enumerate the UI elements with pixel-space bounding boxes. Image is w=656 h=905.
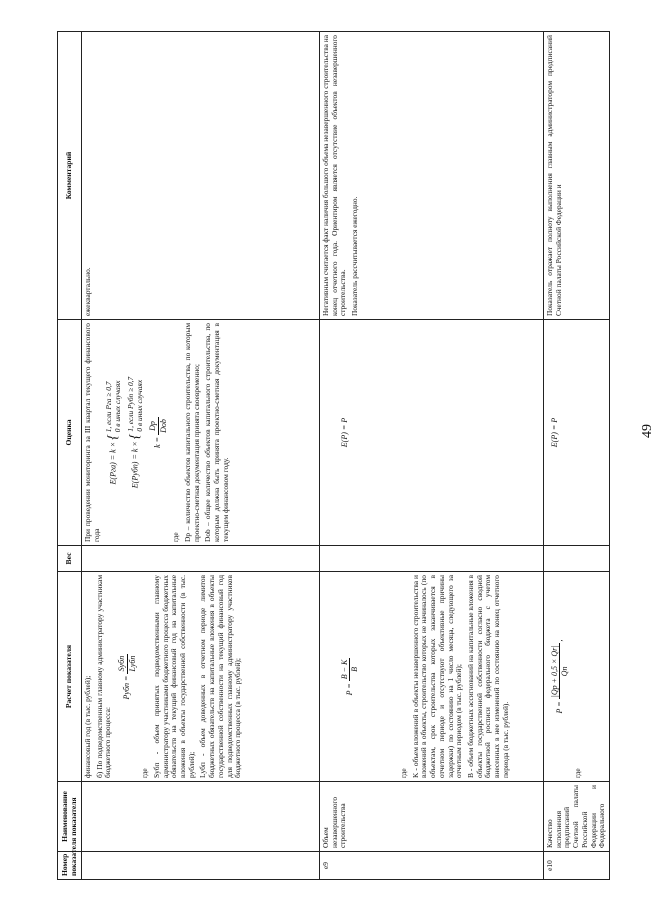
formula-lhs: P =: [554, 701, 564, 714]
formula-fraction: [148, 417, 168, 435]
cell-num: е9: [320, 852, 544, 880]
formula-lhs: k =: [153, 436, 163, 448]
eval-formula-1: [105, 323, 122, 542]
header-weight: Вес: [58, 546, 82, 572]
fraction-denominator: Lубп: [127, 655, 137, 672]
cell-comment: [82, 32, 320, 320]
brace-symbol: {: [105, 434, 121, 440]
fraction-numerator: B − K: [340, 659, 349, 680]
eval-formula: E(P) = P: [550, 417, 559, 448]
calc-where: где: [140, 768, 150, 778]
formula-cases: [127, 377, 144, 432]
calc-b-definition: B - объем бюджетных ассигнований на капитальные вложения в объекты государственной собственности согласно сводной бюджетной росписи федерального бюджета с учетом внесенных в нее изменений по состоянию на конец отчетного периода (в тыс. рублей).: [466, 575, 510, 778]
table-row-continuation: [82, 32, 320, 880]
calc-formula: [550, 575, 570, 778]
calc-line: финансовый год (в тыс. рублей);: [83, 675, 92, 778]
eval-k-formula: [148, 323, 168, 542]
calc-l-definition: Lубп - объем доведенных в отчетном периоде лимитов бюджетных обязательств на капитальные вложения в объекты государственной собственности на текущий финансовый год для подведомственных главному администратору участников бюджетного процесса (в тыс. рублей);: [198, 575, 243, 778]
cell-calc: [544, 572, 610, 782]
table-row-e9: [320, 32, 544, 880]
formula-fraction: [340, 658, 360, 682]
cell-name: Объем незавершенного строительства: [320, 782, 544, 852]
page-number: 49: [640, 424, 655, 438]
cell-eval: [82, 320, 320, 546]
cell-num: [82, 852, 320, 880]
rotated-table-container: [57, 32, 607, 880]
cell-calc: [320, 572, 544, 782]
fraction-denominator: Dob: [158, 419, 168, 433]
fraction-denominator: Qn: [560, 666, 570, 677]
cell-weight: [82, 546, 320, 572]
header-num: Номер показателя: [58, 852, 82, 880]
table-row-e10: [544, 32, 610, 880]
eval-dob-definition: Dob – общее количество объектов капитального строительства, по которым должна быть принята проектно-сметная документация в текущем финансовом году.: [203, 323, 230, 542]
cell-weight: [544, 546, 610, 572]
calc-formula: [117, 575, 137, 778]
cell-comment: [544, 32, 610, 320]
eval-dp-definition: Dp – количество объектов капитального строительства, по которым проектно-сметная документация принята своевременно;: [183, 323, 201, 542]
header-comment: Комментарий: [58, 32, 82, 320]
header-name: Наименование показателя: [58, 782, 82, 852]
fraction-denominator: B: [350, 667, 360, 672]
eval-intro: При проведении мониторинга за III квартал текущего финансового года: [83, 323, 101, 542]
fraction-numerator: Dp: [148, 417, 158, 435]
calc-where: где: [398, 768, 408, 778]
cell-eval: [320, 320, 544, 546]
fraction-numerator: |Qp + 0,5 × Qr|: [550, 645, 559, 698]
formula-fraction: [550, 644, 570, 700]
brace-symbol: {: [127, 433, 143, 440]
case-1: 1, если Pга ≥ 0,7: [104, 381, 114, 433]
eval-formula-2: [127, 323, 144, 542]
formula-cases: [105, 381, 122, 433]
comment-text: ежеквартально.: [83, 267, 92, 316]
cell-num: е10: [544, 852, 610, 880]
table-header-row: [58, 32, 82, 880]
cell-comment: [320, 32, 544, 320]
formula-lhs: E(Pубп) = k ×: [130, 441, 140, 489]
fraction-numerator: Sубп: [117, 654, 127, 674]
calc-k-definition: K - объем вложений в объекты незавершенного строительства и вложений в объекты, строительство которых не начиналось (по объектам, срок строительства которых заканчивается в отчетном периоде и отсутствуют объективные причины задержки) по состоянию на 1 число месяца, следующего за отчетным периодом (в тыс. рублей);: [410, 575, 464, 778]
cell-eval: [544, 320, 610, 546]
calc-where: где: [572, 768, 582, 778]
calc-s-definition: Sубп - объем принятых подведомственными главному администратору участниками бюджетного процесса бюджетных обязательств на текущий финансовый год на капитальные вложения в объекты государственной собственности (в тыс. рублей);: [151, 575, 196, 778]
formula-fraction: [117, 654, 137, 674]
cell-weight: [320, 546, 544, 572]
header-calc: Расчет показателя: [58, 572, 82, 782]
comment-text: Показатель отражает полноту выполнения главным администратором предписаний Счетной палаты Российской Федерации и: [545, 35, 563, 316]
calc-b: б) По подведомственным главному администратору участникам бюджетного процесса:: [94, 575, 113, 778]
cell-name: Качество исполнения предписаний Счетной палаты Российской Федерации и Федерального: [544, 782, 610, 852]
formula-lhs: E(Pга) = k ×: [109, 441, 119, 485]
cell-name: [82, 782, 320, 852]
formula-lhs: P =: [344, 683, 354, 696]
comment-text: Показатель рассчитывается ежегодно.: [350, 196, 360, 316]
case-1: 1, если Pубп ≥ 0,7: [125, 376, 135, 432]
comment-text: Негативным считается факт наличия большого объема незавершенного строительства на конец отчетного года. Ориентиром является отсутствие объектов незавершенного строительства.: [321, 35, 348, 316]
case-2: 0 в иных случаях: [113, 380, 123, 433]
formula-tail: ,: [554, 639, 564, 642]
calc-formula: [340, 575, 360, 778]
eval-formula: E(P) = P: [340, 417, 349, 448]
cell-calc: [82, 572, 320, 782]
indicators-table: [57, 31, 610, 880]
eval-where: где: [171, 532, 181, 542]
header-eval: Оценка: [58, 320, 82, 546]
case-2: 0 в иных случаях: [134, 379, 144, 432]
formula-lhs: Рубп =: [121, 675, 131, 700]
